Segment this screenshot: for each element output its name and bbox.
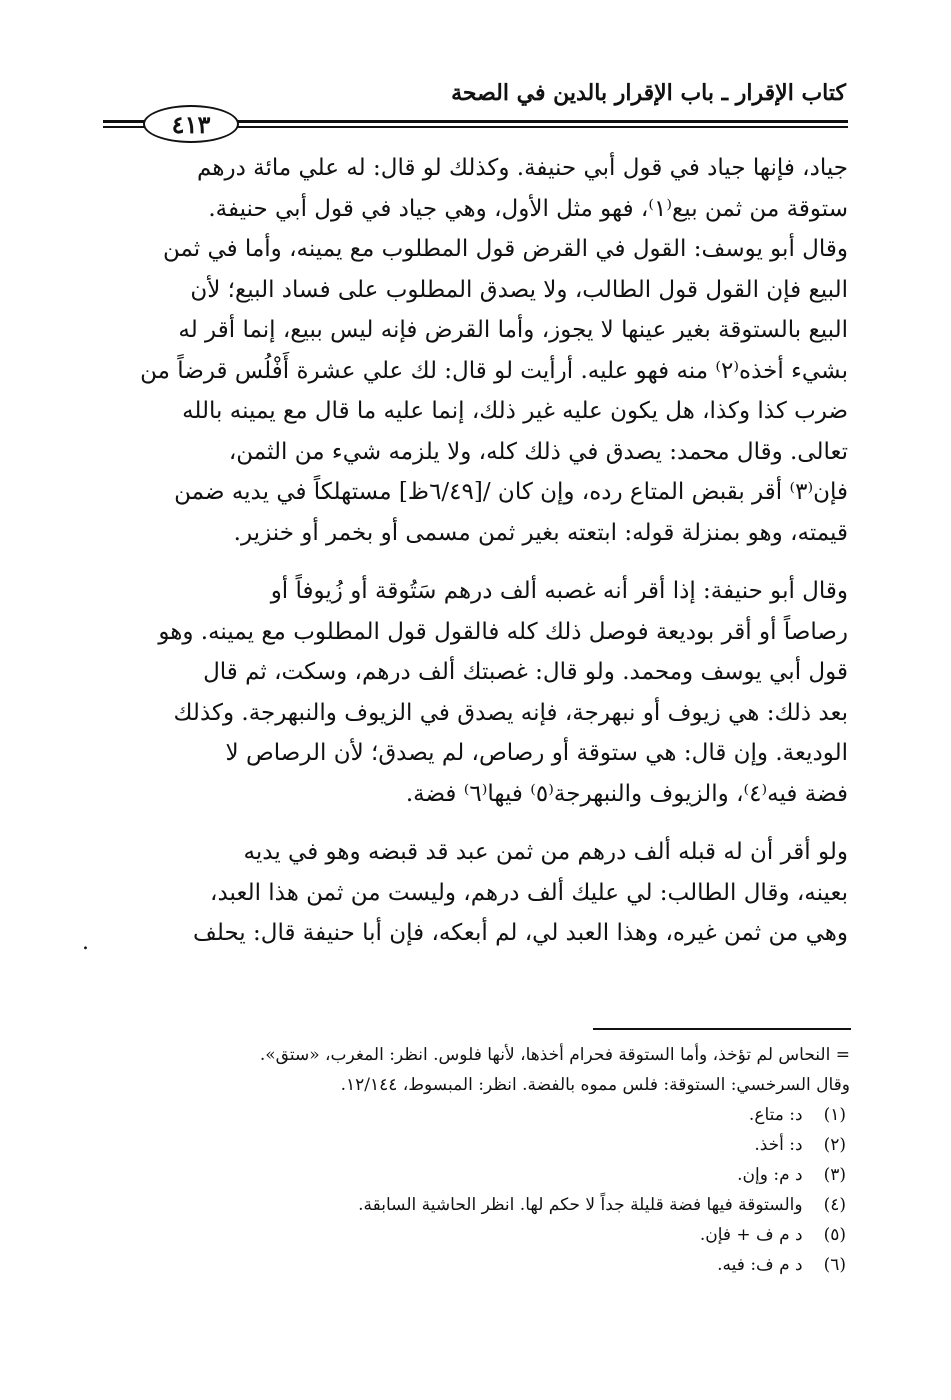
text-line: الوديعة. وإن قال: هي ستوقة أو رصاص، لم يصدق؛ لأن الرصاص لا (225, 740, 848, 766)
text-line: وهي من ثمن غيره، وهذا العبد لي، لم أبعكه، فإن أبا حنيفة قال: يحلف (193, 920, 848, 946)
footnote-text: د م ف: فيه. (717, 1255, 803, 1275)
footnote-mark: (١) (823, 1105, 846, 1125)
footnotes (100, 1040, 850, 1280)
text-line: بعينه، وقال الطالب: لي عليك ألف درهم، وليست من ثمن هذا العبد، (210, 879, 848, 906)
text-line: البيع فإن القول قول الطالب، ولا يصدق المطلوب على فساد البيع؛ لأن (190, 276, 848, 303)
footnote-mark: (٣) (823, 1165, 846, 1185)
footnote-mark: (٦) (823, 1255, 846, 1275)
footnote-3 (100, 1160, 850, 1190)
text-line: بعد ذلك: هي زيوف أو نبهرجة، فإنه يصدق في الزيوف والنبهرجة. وكذلك (173, 699, 848, 726)
footnote-text: د م ف + فإن. (699, 1225, 803, 1245)
text-line: فإن⁽٣⁾ أقر بقبض المتاع رده، وإن كان /[٦/٤٩ظ] مستهلكاً في يديه ضمن (174, 479, 848, 505)
footnote-mark: (٤) (823, 1195, 846, 1215)
footnote-mark: (٥) (823, 1225, 846, 1245)
text-line: ضرب كذا وكذا، هل يكون عليه غير ذلك، إنما عليه ما قال مع يمينه بالله (182, 398, 848, 424)
text-line: قيمته، وهو بمنزلة قوله: ابتعته بغير ثمن مسمى أو بخمر أو خنزير. (233, 519, 848, 546)
footnote-text: والستوقة فيها فضة قليلة جداً لا حكم لها. انظر الحاشية السابقة. (358, 1195, 803, 1215)
text-line: جياد، فإنها جياد في قول أبي حنيفة. وكذلك لو قال: له علي مائة درهم (197, 155, 848, 181)
paragraph-3 (103, 832, 848, 954)
text-line: قول أبي يوسف ومحمد. ولو قال: غصبتك ألف درهم، وسكت، ثم قال (203, 659, 848, 685)
footnote-text: د: أخذ. (754, 1135, 803, 1155)
text-line: ولو أقر أن له قبله ألف درهم من ثمن عبد قد قبضه وهو في يديه (243, 839, 848, 865)
paragraph-2 (103, 571, 848, 814)
text-line: بشيء أخذه⁽٢⁾ منه فهو عليه. أرأيت لو قال: لك علي عشرة أَفْلُس قرضاً من (140, 357, 848, 384)
text-line: وقال أبو حنيفة: إذا أقر أنه غصبه ألف درهم سَتُوقة أو زُيوفاً أو (270, 578, 848, 604)
text-line: فضة فيه⁽٤⁾، والزيوف والنبهرجة⁽٥⁾ فيها⁽٦⁾ فضة. (405, 780, 848, 807)
text-line: رصاصاً أو أقر بوديعة فوصل ذلك كله فالقول قول المطلوب مع يمينه. وهو (158, 618, 848, 645)
footnote-mark: (٢) (823, 1135, 846, 1155)
margin-dot: . (82, 930, 89, 955)
footnote-1 (100, 1100, 850, 1130)
text-line: البيع بالستوقة بغير عينها لا يجوز، وأما القرض فإنه ليس ببيع، إنما أقر له (178, 317, 848, 343)
footnote-continuation: = النحاس لم تؤخذ، وأما الستوقة فحرام أخذها، لأنها فلوس. انظر: المغرب، «ستق». (259, 1045, 850, 1065)
paragraph-1 (103, 148, 848, 553)
footnote-continuation: وقال السرخسي: الستوقة: فلس مموه بالفضة. انظر: المبسوط، ١٢/١٤٤. (340, 1075, 850, 1095)
text-line: تعالى. وقال محمد: يصدق في ذلك كله، ولا يلزمه شيء من الثمن، (228, 438, 848, 465)
footnote-2 (100, 1130, 850, 1160)
text-line: وقال أبو يوسف: القول في القرض قول المطلوب مع يمينه، وأما في ثمن (162, 236, 848, 262)
footnote-text: د م: وإن. (737, 1165, 803, 1185)
footnote-separator (593, 1028, 851, 1030)
page-number-badge: ٤١٣ (143, 105, 239, 143)
footnote-6 (100, 1250, 850, 1280)
footnote-text: د: متاع. (748, 1105, 803, 1125)
text-line: ستوقة من ثمن بيع⁽١⁾، فهو مثل الأول، وهي جياد في قول أبي حنيفة. (208, 195, 848, 222)
footnote-4 (100, 1190, 850, 1220)
chapter-title: كتاب الإقرار ـ باب الإقرار بالدين في الصحة (451, 80, 846, 106)
footnote-5 (100, 1220, 850, 1250)
main-text (103, 148, 848, 954)
